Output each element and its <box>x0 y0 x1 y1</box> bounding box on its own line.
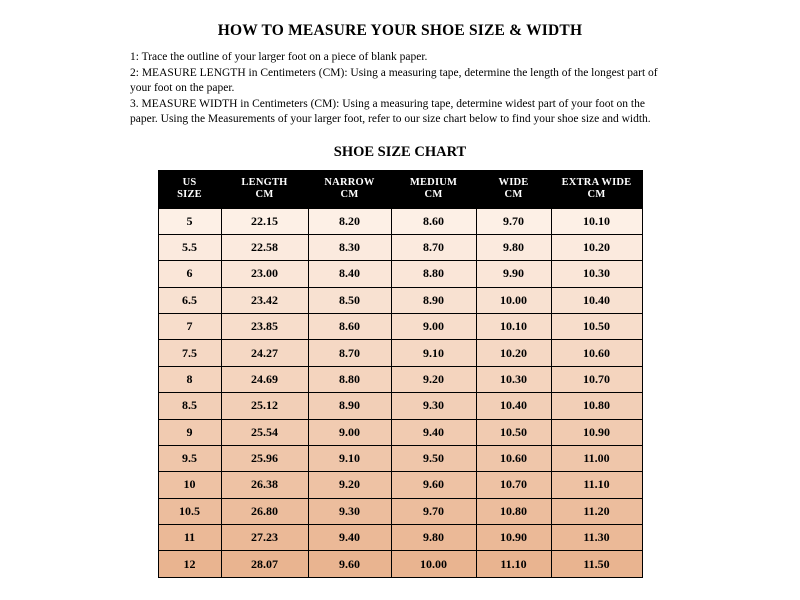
cell-wide: 10.30 <box>476 366 551 392</box>
cell-wide: 10.70 <box>476 472 551 498</box>
cell-medium: 9.40 <box>391 419 476 445</box>
table-row <box>158 393 642 419</box>
column-header-medium <box>391 170 476 208</box>
cell-narrow: 8.60 <box>308 314 391 340</box>
cell-medium: 9.30 <box>391 393 476 419</box>
table-row <box>158 234 642 260</box>
cell-narrow: 9.60 <box>308 551 391 577</box>
table-row <box>158 551 642 577</box>
cell-wide: 10.00 <box>476 287 551 313</box>
column-header-narrow-line1: NARROW <box>324 176 375 188</box>
instructions-block <box>130 50 670 128</box>
cell-length: 26.38 <box>221 472 308 498</box>
cell-narrow: 9.20 <box>308 472 391 498</box>
cell-wide: 10.20 <box>476 340 551 366</box>
column-header-us-size-line2: SIZE <box>177 188 202 200</box>
cell-us-size: 8.5 <box>158 393 221 419</box>
column-header-medium-line1: MEDIUM <box>409 176 458 188</box>
cell-medium: 9.50 <box>391 445 476 471</box>
cell-narrow: 9.00 <box>308 419 391 445</box>
page-title: HOW TO MEASURE YOUR SHOE SIZE & WIDTH <box>217 22 583 39</box>
cell-extra-wide: 10.50 <box>551 314 642 340</box>
cell-medium: 9.80 <box>391 525 476 551</box>
cell-length: 27.23 <box>221 525 308 551</box>
cell-medium: 8.80 <box>391 261 476 287</box>
cell-wide: 10.60 <box>476 445 551 471</box>
cell-narrow: 8.50 <box>308 287 391 313</box>
column-header-us-size <box>158 170 221 208</box>
cell-length: 23.85 <box>221 314 308 340</box>
cell-length: 24.27 <box>221 340 308 366</box>
cell-medium: 10.00 <box>391 551 476 577</box>
cell-wide: 10.90 <box>476 525 551 551</box>
column-header-length <box>221 170 308 208</box>
cell-medium: 9.60 <box>391 472 476 498</box>
cell-us-size: 10.5 <box>158 498 221 524</box>
cell-wide: 9.90 <box>476 261 551 287</box>
cell-extra-wide: 11.20 <box>551 498 642 524</box>
cell-wide: 9.70 <box>476 208 551 234</box>
cell-us-size: 6 <box>158 261 221 287</box>
cell-us-size: 7.5 <box>158 340 221 366</box>
cell-wide: 10.50 <box>476 419 551 445</box>
cell-extra-wide: 10.30 <box>551 261 642 287</box>
cell-narrow: 8.20 <box>308 208 391 234</box>
table-body <box>158 208 642 577</box>
column-header-narrow <box>308 170 391 208</box>
cell-extra-wide: 10.90 <box>551 419 642 445</box>
column-header-wide <box>476 170 551 208</box>
cell-narrow: 8.70 <box>308 340 391 366</box>
shoe-size-table <box>158 170 643 578</box>
cell-wide: 9.80 <box>476 234 551 260</box>
table-header <box>158 170 642 208</box>
column-header-us-size-line1: US <box>182 176 197 188</box>
cell-length: 23.00 <box>221 261 308 287</box>
cell-extra-wide: 10.80 <box>551 393 642 419</box>
cell-us-size: 9.5 <box>158 445 221 471</box>
cell-medium: 9.10 <box>391 340 476 366</box>
column-header-extra-wide <box>551 170 642 208</box>
column-header-length-line1: LENGTH <box>241 176 288 188</box>
cell-length: 28.07 <box>221 551 308 577</box>
column-header-extra-wide-line1: EXTRA WIDE <box>561 176 632 188</box>
cell-medium: 9.00 <box>391 314 476 340</box>
cell-extra-wide: 11.30 <box>551 525 642 551</box>
cell-medium: 8.60 <box>391 208 476 234</box>
column-header-wide-line2: CM <box>504 188 523 200</box>
column-header-wide-line1: WIDE <box>498 176 529 188</box>
cell-us-size: 7 <box>158 314 221 340</box>
cell-length: 24.69 <box>221 366 308 392</box>
instruction-line-1: 1: Trace the outline of your larger foot on a piece of blank paper. <box>130 51 428 63</box>
cell-us-size: 11 <box>158 525 221 551</box>
table-row <box>158 366 642 392</box>
cell-length: 22.58 <box>221 234 308 260</box>
cell-extra-wide: 10.60 <box>551 340 642 366</box>
table-row <box>158 261 642 287</box>
cell-extra-wide: 10.40 <box>551 287 642 313</box>
cell-extra-wide: 10.10 <box>551 208 642 234</box>
instruction-line-3: 3. MEASURE WIDTH in Centimeters (CM): Using a measuring tape, determine widest part of your foot on the paper. Using the Measurements of your larger foot, refer to our size chart below to find your shoe size and width. <box>130 97 651 125</box>
table-row <box>158 445 642 471</box>
column-header-narrow-line2: CM <box>340 188 359 200</box>
cell-us-size: 9 <box>158 419 221 445</box>
cell-length: 23.42 <box>221 287 308 313</box>
cell-narrow: 8.30 <box>308 234 391 260</box>
cell-us-size: 10 <box>158 472 221 498</box>
cell-length: 22.15 <box>221 208 308 234</box>
cell-extra-wide: 10.70 <box>551 366 642 392</box>
table-row <box>158 287 642 313</box>
table-row <box>158 498 642 524</box>
cell-length: 25.12 <box>221 393 308 419</box>
table-row <box>158 340 642 366</box>
cell-medium: 9.70 <box>391 498 476 524</box>
instruction-line-2: 2: MEASURE LENGTH in Centimeters (CM): Using a measuring tape, determine the length of the longest part of your foot on the paper. <box>130 66 658 94</box>
cell-us-size: 6.5 <box>158 287 221 313</box>
cell-us-size: 5 <box>158 208 221 234</box>
cell-narrow: 8.90 <box>308 393 391 419</box>
cell-extra-wide: 11.00 <box>551 445 642 471</box>
cell-narrow: 9.40 <box>308 525 391 551</box>
table-row <box>158 525 642 551</box>
cell-medium: 8.90 <box>391 287 476 313</box>
cell-extra-wide: 11.50 <box>551 551 642 577</box>
cell-wide: 10.80 <box>476 498 551 524</box>
cell-us-size: 5.5 <box>158 234 221 260</box>
column-header-length-line2: CM <box>255 188 274 200</box>
cell-narrow: 9.30 <box>308 498 391 524</box>
cell-length: 26.80 <box>221 498 308 524</box>
cell-us-size: 12 <box>158 551 221 577</box>
cell-wide: 11.10 <box>476 551 551 577</box>
cell-extra-wide: 11.10 <box>551 472 642 498</box>
cell-extra-wide: 10.20 <box>551 234 642 260</box>
table-row <box>158 314 642 340</box>
cell-narrow: 9.10 <box>308 445 391 471</box>
size-chart-container <box>0 170 800 578</box>
column-header-medium-line2: CM <box>424 188 443 200</box>
cell-us-size: 8 <box>158 366 221 392</box>
cell-medium: 8.70 <box>391 234 476 260</box>
cell-narrow: 8.80 <box>308 366 391 392</box>
cell-wide: 10.40 <box>476 393 551 419</box>
table-row <box>158 472 642 498</box>
table-row <box>158 419 642 445</box>
table-header-row <box>158 170 642 208</box>
chart-title: SHOE SIZE CHART <box>333 143 467 160</box>
cell-length: 25.54 <box>221 419 308 445</box>
column-header-extra-wide-line2: CM <box>587 188 606 200</box>
cell-narrow: 8.40 <box>308 261 391 287</box>
table-row <box>158 208 642 234</box>
cell-medium: 9.20 <box>391 366 476 392</box>
cell-length: 25.96 <box>221 445 308 471</box>
cell-wide: 10.10 <box>476 314 551 340</box>
